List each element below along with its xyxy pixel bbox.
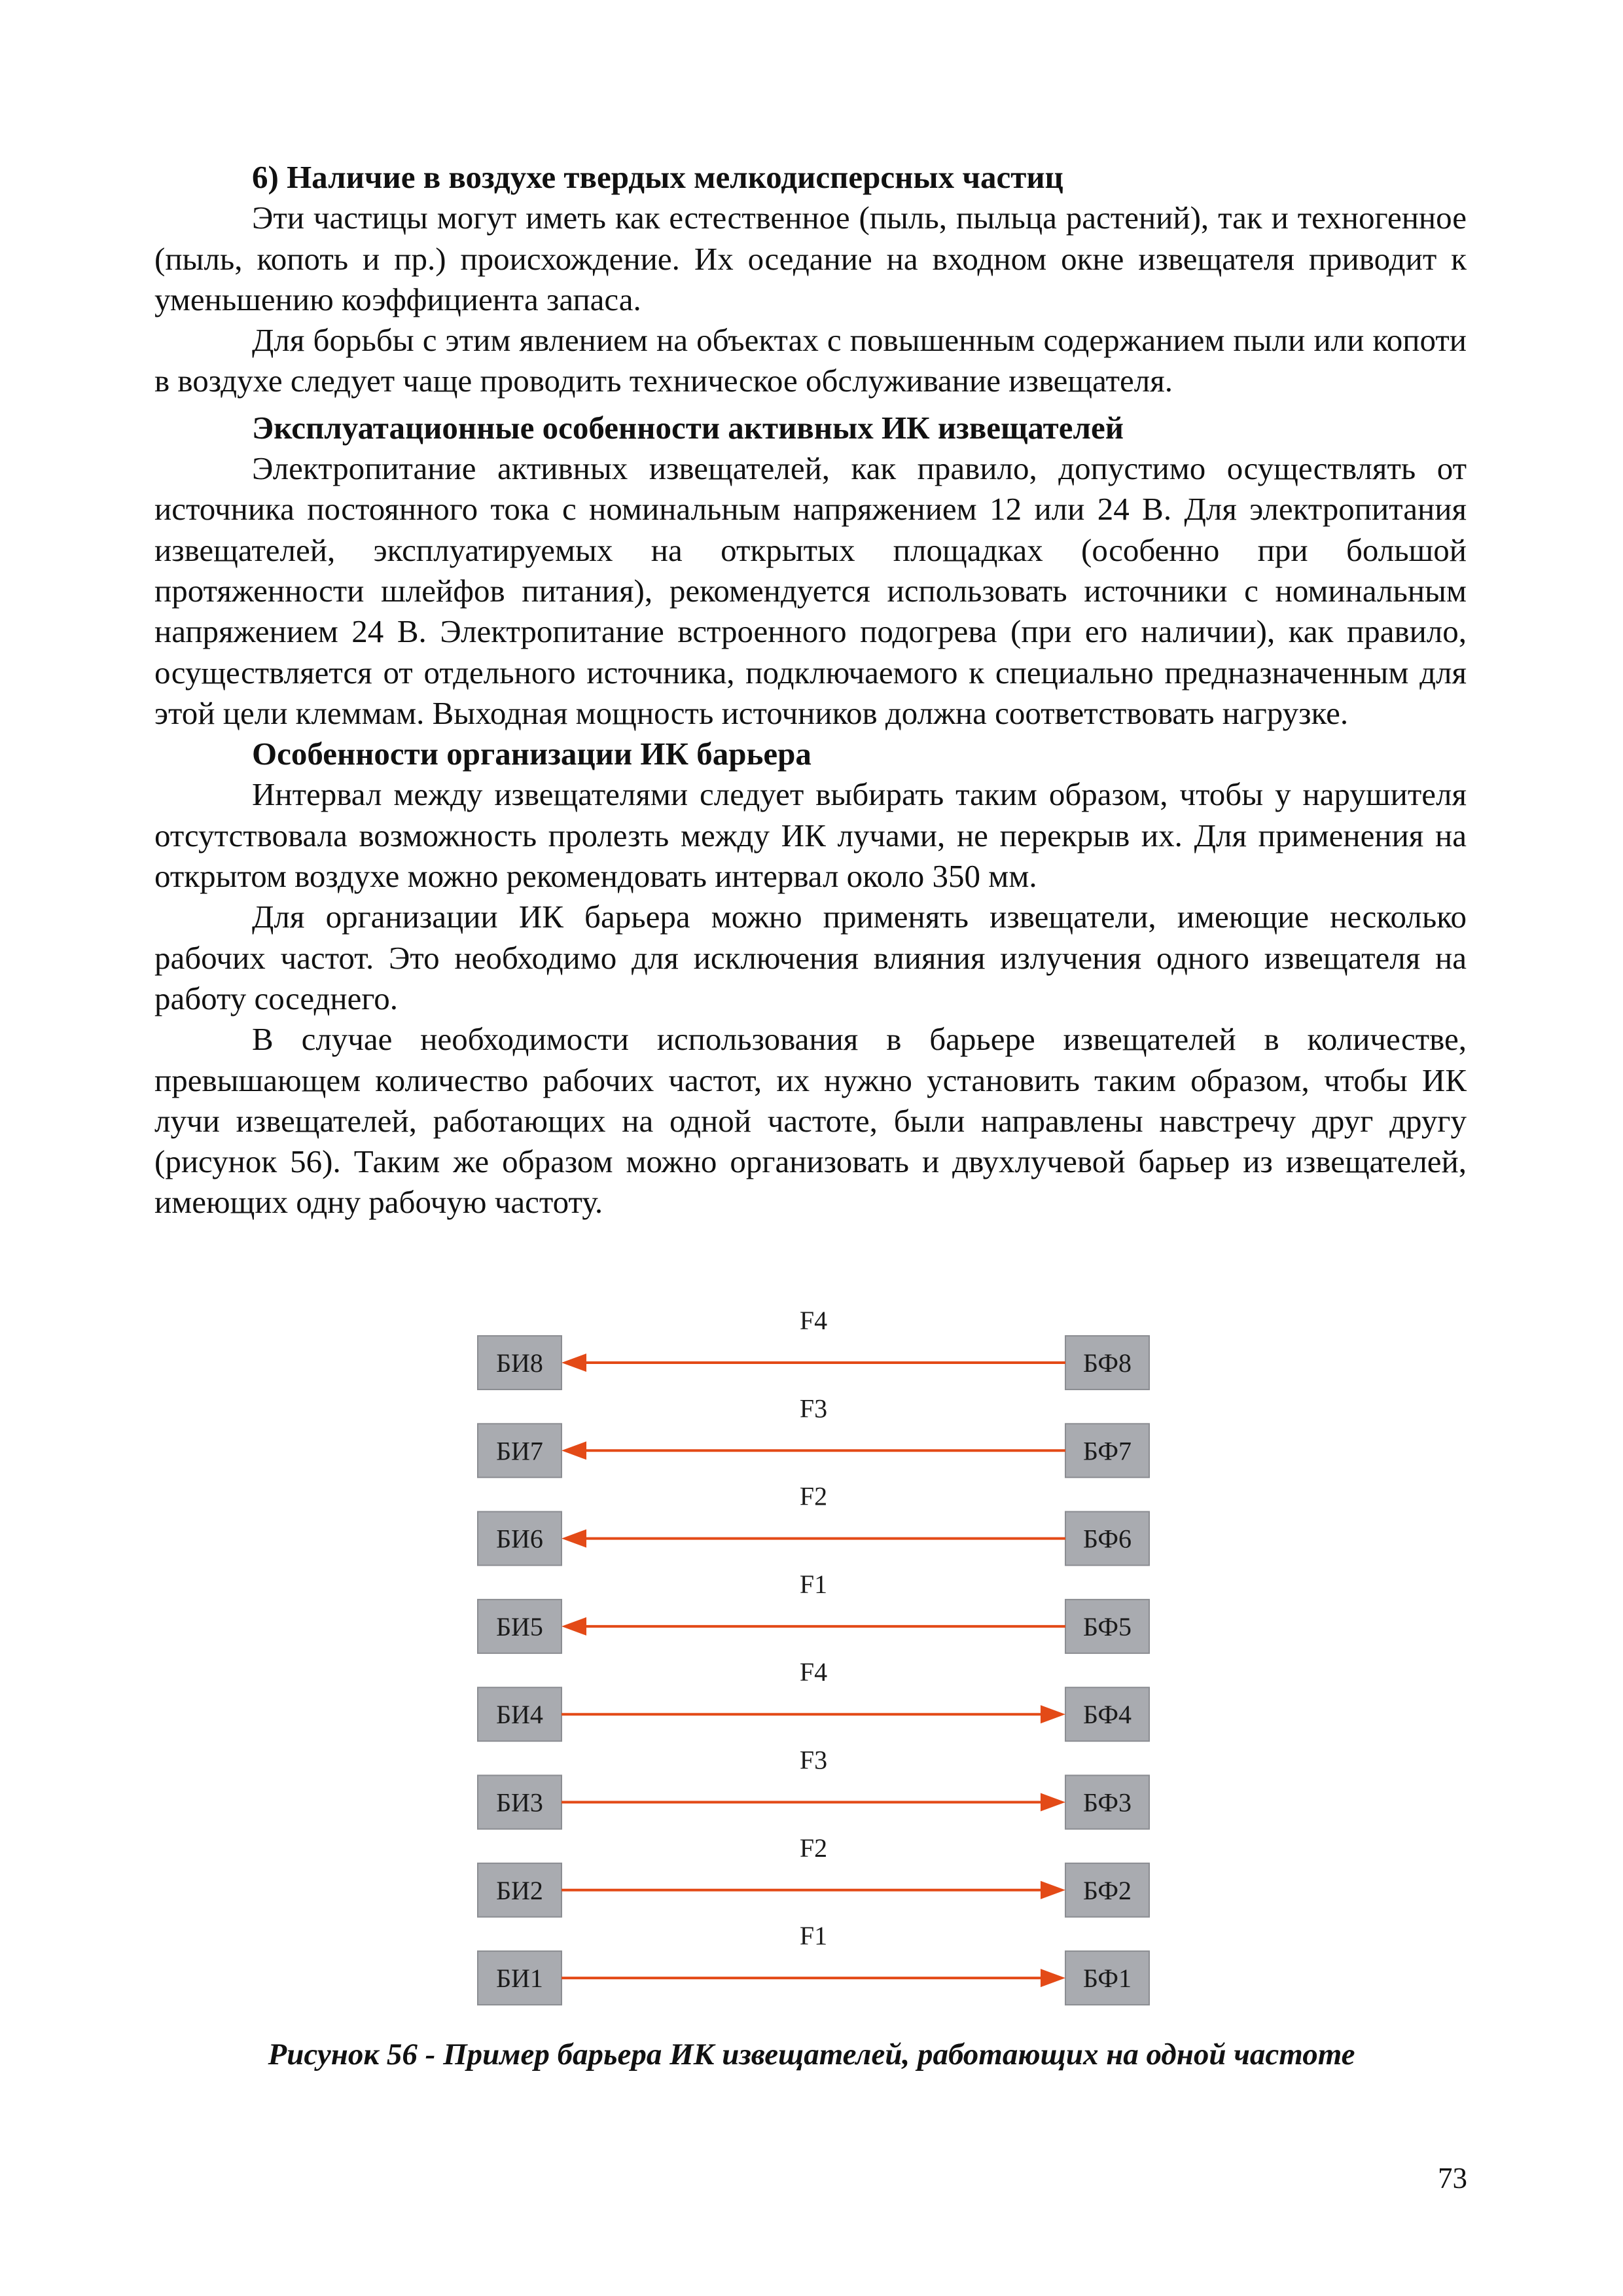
frequency-label: F1	[799, 1921, 828, 1951]
emitter-unit	[478, 1776, 562, 1829]
emitter-label: БИ2	[496, 1875, 543, 1905]
emitter-label: БИ3	[496, 1787, 543, 1818]
receiver-label: БФ7	[1083, 1436, 1132, 1466]
receiver-unit	[1065, 1336, 1149, 1390]
receiver-unit	[1065, 1951, 1149, 2005]
paragraph: Для борьбы с этим явлением на объектах с повышенным содержанием пыли или копоти в воздухе следует чаще проводить техническое обслуживание извещателя.	[154, 322, 1467, 399]
frequency-label: F2	[799, 1481, 828, 1511]
ir-beam-arrow	[562, 1793, 1065, 1812]
paragraph: Электропитание активных извещателей, как правило, допустимо осуществлять от источника постоянного тока с номинальным напряжением 12 или 24 В. Для электропитания извещателей, эксплуатируемых на открытых площадках (особенно при большой протяженности шлейфов питания), рекомендуется использовать источники с номинальным напряжением 24 В. Электропитание встроенного подогрева (при его наличии), как правило, осуществляется от отдельного источника, подключаемого к специально предназначенным для этой цели клеммам. Выходная мощность источников должна соответствовать нагрузке.	[154, 450, 1467, 731]
paragraph: В случае необходимости использования в барьере извещателей в количестве, превышающем количество рабочих частот, их нужно установить таким образом, чтобы ИК лучи извещателей, работающих на одной частоте, были направлены навстречу друг другу (рисунок 56). Таким же образом можно организовать и двухлучевой барьер из извещателей, имеющих одну рабочую частоту.	[154, 1021, 1467, 1221]
receiver-label: БФ1	[1083, 1964, 1132, 1994]
receiver-label: БФ3	[1083, 1787, 1132, 1818]
ir-beam-arrow	[562, 1617, 1065, 1636]
emitter-label: БИ6	[496, 1524, 543, 1554]
receiver-unit	[1065, 1687, 1149, 1741]
frequency-label: F3	[799, 1745, 828, 1775]
receiver-label: БФ6	[1083, 1524, 1132, 1554]
section-heading-barrier: Особенности организации ИК барьера	[252, 736, 812, 772]
section-heading-particles: 6) Наличие в воздухе твердых мелкодисперсных частиц	[252, 159, 1063, 195]
paragraph: Интервал между извещателями следует выбирать таким образом, чтобы у нарушителя отсутствовала возможность пролезть между ИК лучами, не перекрыв их. Для применения на открытом воздухе можно рекомендовать интервал около 350 мм.	[154, 776, 1467, 895]
ir-beam-arrow	[562, 1969, 1065, 1987]
receiver-unit	[1065, 1512, 1149, 1566]
page-number: 73	[1438, 2162, 1467, 2195]
ir-beam-arrow	[562, 1530, 1065, 1548]
receiver-label: БФ4	[1083, 1700, 1132, 1730]
emitter-label: БИ1	[496, 1964, 543, 1994]
emitter-label: БИ7	[496, 1436, 543, 1466]
paragraph: Эти частицы могут иметь как естественное (пыль, пыльца растений), так и техногенное (пыль, копоть и пр.) происхождение. Их оседание на входном окне извещателя приводит к уменьшению коэффициента запаса.	[154, 200, 1467, 317]
frequency-label: F4	[799, 1306, 828, 1335]
emitter-unit	[478, 1951, 562, 2005]
ir-beam-arrow	[562, 1354, 1065, 1372]
frequency-label: F1	[799, 1569, 828, 1599]
receiver-label: БФ8	[1083, 1348, 1132, 1378]
ir-beam-arrow	[562, 1441, 1065, 1460]
receiver-unit	[1065, 1863, 1149, 1917]
receiver-unit	[1065, 1600, 1149, 1653]
emitter-label: БИ8	[496, 1348, 543, 1378]
emitter-unit	[478, 1687, 562, 1741]
receiver-unit	[1065, 1776, 1149, 1829]
section-heading-operation: Эксплуатационные особенности активных ИК извещателей	[252, 409, 1124, 446]
emitter-label: БИ5	[496, 1611, 543, 1641]
receiver-label: БФ2	[1083, 1875, 1132, 1905]
receiver-label: БФ5	[1083, 1611, 1132, 1641]
emitter-unit	[478, 1424, 562, 1477]
paragraph: Для организации ИК барьера можно применять извещатели, имеющие несколько рабочих частот. Это необходимо для исключения влияния излучения одного извещателя на работу соседнего.	[154, 899, 1467, 1016]
emitter-unit	[478, 1336, 562, 1390]
emitter-unit	[478, 1512, 562, 1566]
emitter-label: БИ4	[496, 1700, 543, 1730]
frequency-label: F3	[799, 1393, 828, 1424]
ir-beam-arrow	[562, 1881, 1065, 1899]
emitter-unit	[478, 1600, 562, 1653]
frequency-label: F4	[799, 1657, 828, 1687]
receiver-unit	[1065, 1424, 1149, 1477]
ir-beam-arrow	[562, 1705, 1065, 1723]
emitter-unit	[478, 1863, 562, 1917]
figure-caption: Рисунок 56 - Пример барьера ИК извещателей, работающих на одной частоте	[268, 2037, 1355, 2072]
frequency-label: F2	[799, 1833, 828, 1863]
